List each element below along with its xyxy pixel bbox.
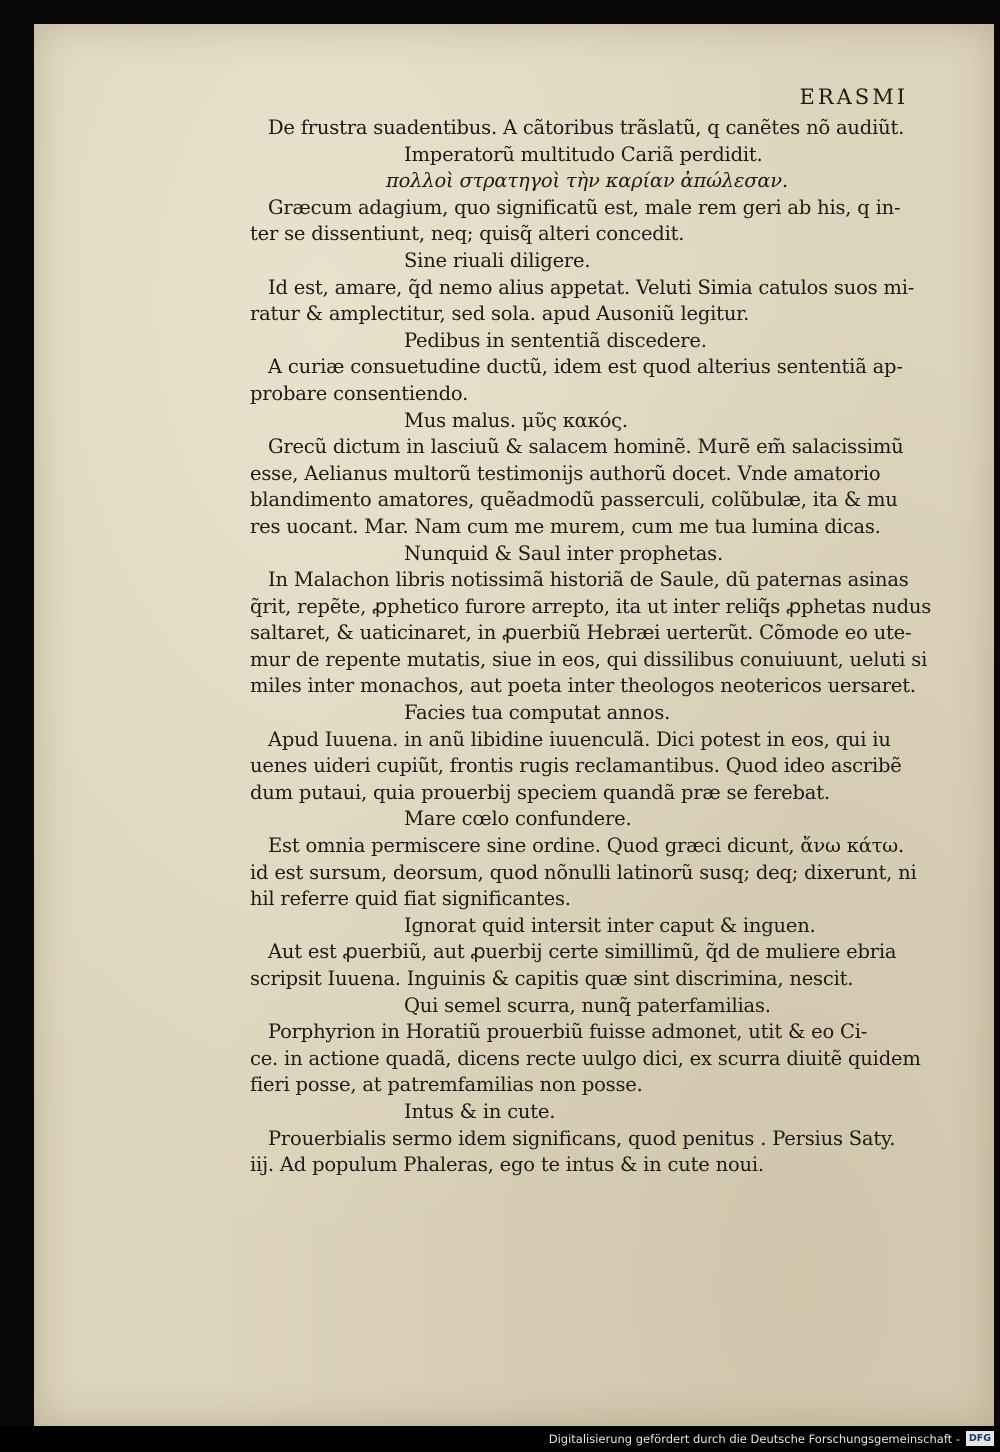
text-line: scripsit Iuuena. Inguinis & capitis quæ sint discrimina, nescit. [250,967,854,990]
text-line: ter se dissentiunt, neq; quisq̃ alteri concedit. [250,222,685,246]
text-line: iij. Ad populum Phaleras, ego te intus & in cute noui. [250,1153,764,1177]
text-line: ce. in actione quadã, dicens recte uulgo dici, ex scurra diuitẽ quidem [250,1046,921,1070]
text-line: esse, Aelianus multorũ testimonijs authorũ docet. Vnde amatorio [250,461,881,485]
text-line: Aut est ꝓuerbiũ, aut ꝓuerbij certe simillimũ, q̃d de muliere ebria [268,940,897,964]
adage-heading: Sine riuali diligere. [404,248,591,272]
text-line: blandimento amatores, quẽadmodũ passerculi, colũbulæ, ita & mu [250,488,898,512]
text-line: fieri posse, at patremfamilias non posse. [250,1073,643,1097]
text-line: Græcum adagium, quo significatũ est, male rem geri ab his, q in‑ [268,195,901,219]
text-line: Id est, amare, q̃d nemo alius appetat. Veluti Simia catulos suos mi‑ [268,275,915,299]
dfg-logo-icon: DFG [966,1431,994,1446]
text-line: saltaret, & uaticinaret, in ꝓuerbiũ Hebræi uerterũt. Cõmode eo ute‑ [250,621,912,645]
text-line: Est omnia permiscere sine ordine. Quod græci dicunt, ἄνω κάτω. [268,834,904,858]
adage-heading: Intus & in cute. [404,1099,556,1123]
text-lines [250,115,950,1179]
digitization-credit: Digitalisierung gefördert durch die Deutsche Forschungsgemeinschaft - [548,1432,960,1446]
text-line: Grecũ dictum in lasciuũ & salacem hominẽ. Murẽ em̃ salacissimũ [268,435,904,459]
adage-heading: Qui semel scurra, nunq̃ paterfamilias. [404,993,771,1017]
text-line: mur de repente mutatis, siue in eos, qui dissilibus conuiuunt, ueluti si [250,647,928,671]
text-line: hil referre quid fiat significantes. [250,887,571,911]
adage-heading: Imperatorũ multitudo Cariã perdidit. [404,142,763,166]
text-line: res uocant. Mar. Nam cum me murem, cum me tua lumina dicas. [250,514,881,538]
adage-heading: Mus malus. μῦς κακός. [404,408,628,432]
text-line: Apud Iuuena. in anũ libidine iuuenculã. Dici potest in eos, qui iu [268,727,891,751]
text-line: q̃rit, repẽte, ꝓphetico furore arrepto, ita ut inter reliq̃s ꝓphetas nudus [250,594,932,618]
text-line: ratur & amplectitur, sed sola. apud Ausoniũ legitur. [250,302,750,326]
text-line: miles inter monachos, aut poeta inter theologos neotericos uersaret. [250,674,916,698]
text-line: De frustra suadentibus. A cãtoribus trãslatũ, q canẽtes nõ audiũt. [268,116,905,139]
text-line: probare consentiendo. [250,381,469,405]
adage-heading: Nunquid & Saul inter prophetas. [404,541,723,565]
text-line: id est sursum, deorsum, quod nõnulli latinorũ susq; deq; dixerunt, ni [250,860,917,884]
text-line: uenes uideri cupiũt, frontis rugis reclamantibus. Quod ideo ascribẽ [250,754,902,778]
text-line: A curiæ consuetudine ductũ, idem est quod alterius sententiã ap‑ [268,355,903,379]
greek-line: πολλοὶ στρατηγοὶ τὴν καρίαν ἀπώλεσαν. [386,169,788,193]
text-line: Prouerbialis sermo idem significans, quod penitus . Persius Saty. [268,1126,896,1150]
adage-heading: Facies tua computat annos. [404,701,671,725]
text-line: Porphyrion in Horatiũ prouerbiũ fuisse admonet, utit & eo Ci‑ [268,1020,868,1044]
text-block [250,79,950,1179]
adage-heading: Mare cœlo confundere. [404,807,632,831]
adage-heading: Pedibus in sententiã discedere. [404,328,707,352]
text-line: dum putaui, quia prouerbij speciem quandã præ se ferebat. [250,780,830,804]
footer-bar [0,1426,1000,1452]
book-page [34,24,994,1426]
running-head: ERASMI [799,85,908,109]
adage-heading: Ignorat quid intersit inter caput & inguen. [404,913,816,937]
text-line: In Malachon libris notissimã historiã de Saule, dũ paternas asinas [268,568,909,592]
